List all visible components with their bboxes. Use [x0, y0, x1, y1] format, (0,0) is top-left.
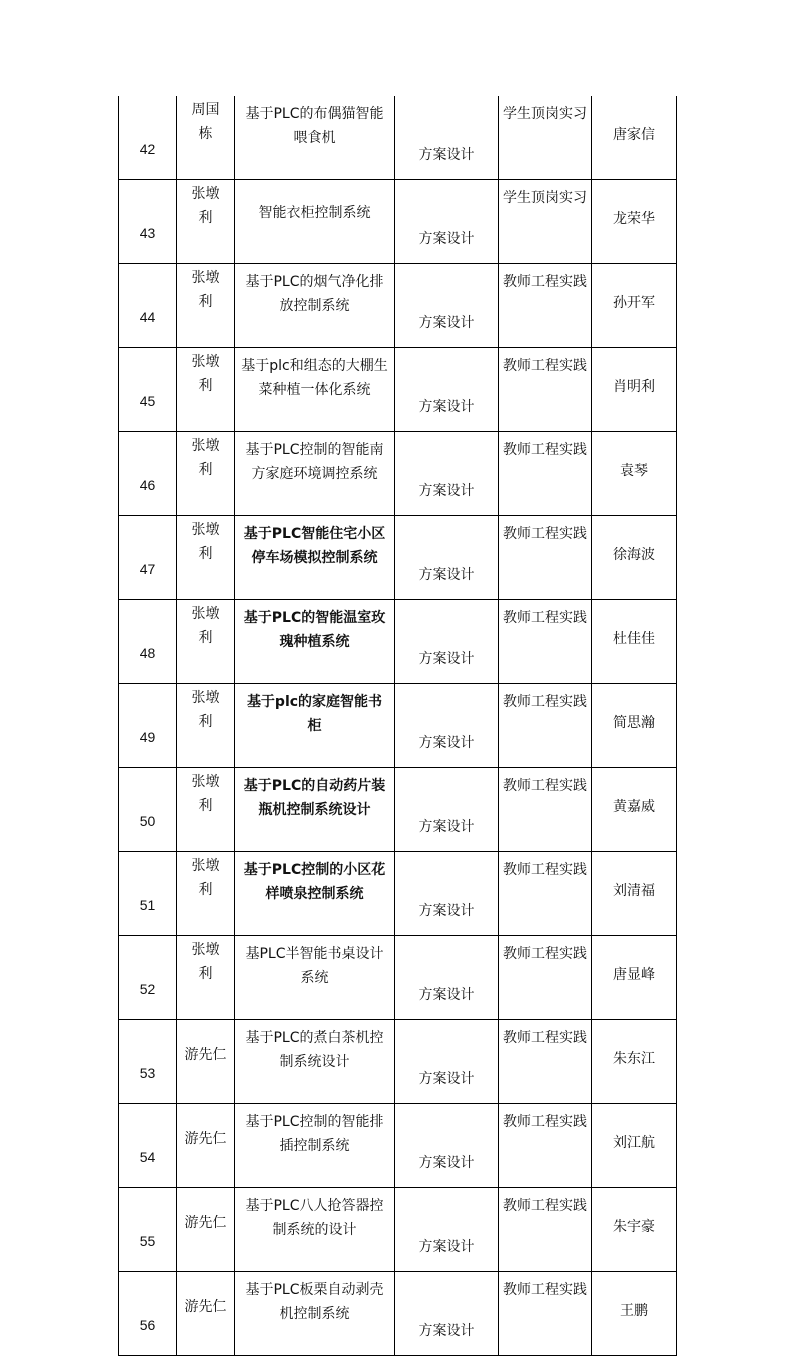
- project-type: 方案设计: [395, 1104, 499, 1188]
- student-name: 朱东江: [592, 1020, 677, 1104]
- table-row: [119, 1272, 677, 1356]
- advisor-cell: [177, 432, 235, 516]
- project-title: 基于PLC的布偶猫智能喂食机: [235, 96, 395, 180]
- advisor-name-part: 张墩: [191, 858, 220, 874]
- table-row: [119, 1104, 677, 1188]
- advisor-name-part: 游先仁: [184, 1298, 227, 1315]
- student-name: 徐海波: [592, 516, 677, 600]
- project-source: 教师工程实践: [499, 684, 592, 768]
- student-name: 唐家信: [592, 96, 677, 180]
- project-title: 基于PLC控制的智能南方家庭环境调控系统: [235, 432, 395, 516]
- project-type: 方案设计: [395, 180, 499, 264]
- project-title: 基于PLC的智能温室玫瑰种植系统: [235, 600, 395, 684]
- student-name: 刘清福: [592, 852, 677, 936]
- advisor-name-part: 张墩: [191, 438, 220, 454]
- row-number: 51: [119, 852, 177, 936]
- table-row: [119, 684, 677, 768]
- project-type: 方案设计: [395, 96, 499, 180]
- project-type: 方案设计: [395, 1188, 499, 1272]
- table-row: [119, 432, 677, 516]
- student-name: 黄嘉威: [592, 768, 677, 852]
- advisor-name-part: 栋: [198, 126, 213, 142]
- row-number: 44: [119, 264, 177, 348]
- advisor-cell: [177, 1020, 235, 1104]
- row-number: 43: [119, 180, 177, 264]
- project-source: 教师工程实践: [499, 936, 592, 1020]
- project-type: 方案设计: [395, 348, 499, 432]
- project-title: 基于PLC八人抢答器控制系统的设计: [235, 1188, 395, 1272]
- table-row: [119, 1020, 677, 1104]
- project-source: 教师工程实践: [499, 264, 592, 348]
- project-title: 基于PLC板栗自动剥壳机控制系统: [235, 1272, 395, 1356]
- advisor-cell: [177, 180, 235, 264]
- advisor-name-part: 利: [198, 714, 213, 730]
- advisor-name-part: 张墩: [191, 606, 220, 622]
- advisor-name-part: 利: [198, 630, 213, 646]
- student-name: 龙荣华: [592, 180, 677, 264]
- student-name: 肖明利: [592, 348, 677, 432]
- project-type: 方案设计: [395, 852, 499, 936]
- advisor-cell: [177, 96, 235, 180]
- project-source: 学生顶岗实习: [499, 96, 592, 180]
- student-name: 朱宇豪: [592, 1188, 677, 1272]
- project-type: 方案设计: [395, 516, 499, 600]
- row-number: 47: [119, 516, 177, 600]
- project-title: 基于PLC的煮白茶机控制系统设计: [235, 1020, 395, 1104]
- row-number: 52: [119, 936, 177, 1020]
- row-number: 54: [119, 1104, 177, 1188]
- project-title: 基于PLC控制的小区花样喷泉控制系统: [235, 852, 395, 936]
- advisor-cell: [177, 1272, 235, 1356]
- advisor-name-part: 游先仁: [184, 1214, 227, 1231]
- row-number: 49: [119, 684, 177, 768]
- table-row: [119, 264, 677, 348]
- project-source: 学生顶岗实习: [499, 180, 592, 264]
- advisor-name-part: 利: [198, 966, 213, 982]
- student-name: 孙开军: [592, 264, 677, 348]
- advisor-name-part: 周国: [191, 102, 220, 118]
- advisor-name-part: 张墩: [191, 942, 220, 958]
- project-source: 教师工程实践: [499, 600, 592, 684]
- advisor-cell: [177, 768, 235, 852]
- project-source: 教师工程实践: [499, 852, 592, 936]
- advisor-cell: [177, 684, 235, 768]
- advisor-name-part: 利: [198, 294, 213, 310]
- table-row: [119, 348, 677, 432]
- advisor-name-part: 游先仁: [184, 1130, 227, 1147]
- project-source: 教师工程实践: [499, 1020, 592, 1104]
- table-row: [119, 516, 677, 600]
- table-row: [119, 852, 677, 936]
- advisor-name-part: 张墩: [191, 186, 220, 202]
- row-number: 55: [119, 1188, 177, 1272]
- advisor-name-part: 张墩: [191, 522, 220, 538]
- project-title: 基于PLC的烟气净化排放控制系统: [235, 264, 395, 348]
- project-source: 教师工程实践: [499, 768, 592, 852]
- advisor-name-part: 张墩: [191, 354, 220, 370]
- project-source: 教师工程实践: [499, 348, 592, 432]
- advisor-name-part: 利: [198, 378, 213, 394]
- project-title: 基PLC半智能书桌设计系统: [235, 936, 395, 1020]
- project-source: 教师工程实践: [499, 1104, 592, 1188]
- project-source: 教师工程实践: [499, 432, 592, 516]
- advisor-cell: [177, 600, 235, 684]
- student-name: 杜佳佳: [592, 600, 677, 684]
- row-number: 46: [119, 432, 177, 516]
- advisor-cell: [177, 348, 235, 432]
- advisor-cell: [177, 936, 235, 1020]
- project-type: 方案设计: [395, 684, 499, 768]
- project-type: 方案设计: [395, 432, 499, 516]
- project-type: 方案设计: [395, 1020, 499, 1104]
- project-type: 方案设计: [395, 1272, 499, 1356]
- table-row: [119, 768, 677, 852]
- table-row: [119, 936, 677, 1020]
- project-title: 基于PLC的自动药片装瓶机控制系统设计: [235, 768, 395, 852]
- advisor-name-part: 利: [198, 462, 213, 478]
- row-number: 56: [119, 1272, 177, 1356]
- project-source: 教师工程实践: [499, 1272, 592, 1356]
- advisor-name-part: 游先仁: [184, 1046, 227, 1063]
- project-type: 方案设计: [395, 264, 499, 348]
- student-name: 袁琴: [592, 432, 677, 516]
- project-title: 基于plc的家庭智能书柜: [235, 684, 395, 768]
- project-source: 教师工程实践: [499, 1188, 592, 1272]
- project-title: 基于PLC智能住宅小区停车场模拟控制系统: [235, 516, 395, 600]
- advisor-name-part: 利: [198, 882, 213, 898]
- advisor-cell: [177, 516, 235, 600]
- advisor-name-part: 张墩: [191, 690, 220, 706]
- project-title: 基于plc和组态的大棚生菜种植一体化系统: [235, 348, 395, 432]
- advisor-cell: [177, 1104, 235, 1188]
- advisor-name-part: 利: [198, 798, 213, 814]
- project-type: 方案设计: [395, 936, 499, 1020]
- table-row: [119, 180, 677, 264]
- row-number: 42: [119, 96, 177, 180]
- project-type: 方案设计: [395, 600, 499, 684]
- student-name: 王鹏: [592, 1272, 677, 1356]
- row-number: 48: [119, 600, 177, 684]
- project-table: [118, 96, 677, 1356]
- row-number: 53: [119, 1020, 177, 1104]
- advisor-name-part: 利: [198, 546, 213, 562]
- row-number: 45: [119, 348, 177, 432]
- advisor-cell: [177, 264, 235, 348]
- table-row: [119, 96, 677, 180]
- advisor-name-part: 张墩: [191, 774, 220, 790]
- table-row: [119, 600, 677, 684]
- advisor-cell: [177, 852, 235, 936]
- project-type: 方案设计: [395, 768, 499, 852]
- row-number: 50: [119, 768, 177, 852]
- table-row: [119, 1188, 677, 1272]
- advisor-name-part: 利: [198, 210, 213, 226]
- project-title: 基于PLC控制的智能排插控制系统: [235, 1104, 395, 1188]
- project-title: 智能衣柜控制系统: [235, 180, 395, 264]
- student-name: 简思瀚: [592, 684, 677, 768]
- advisor-name-part: 张墩: [191, 270, 220, 286]
- student-name: 唐显峰: [592, 936, 677, 1020]
- student-name: 刘江航: [592, 1104, 677, 1188]
- advisor-cell: [177, 1188, 235, 1272]
- project-source: 教师工程实践: [499, 516, 592, 600]
